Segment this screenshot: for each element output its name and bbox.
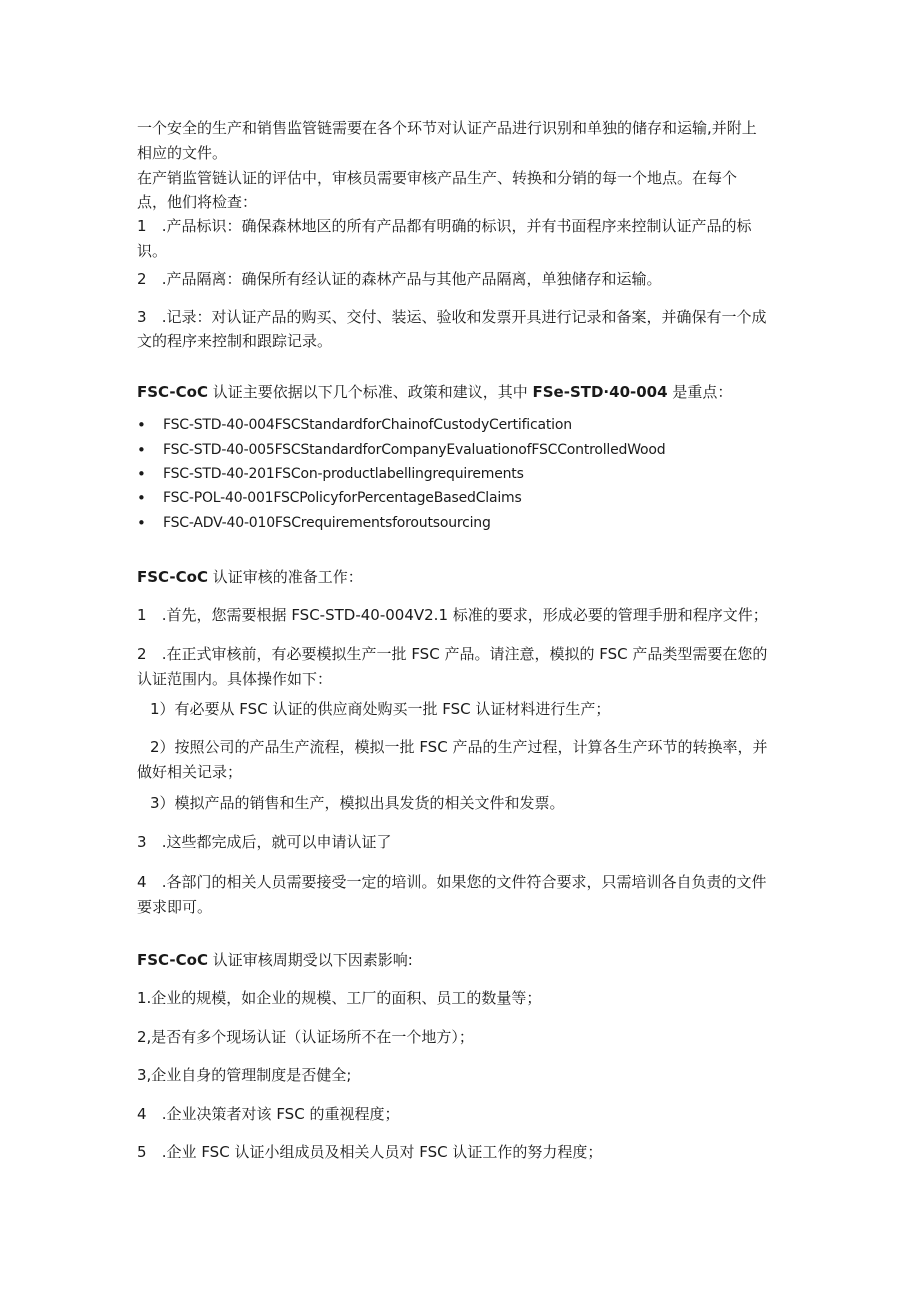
item-text: .企业决策者对该 FSC 的重视程度； [161, 1105, 400, 1123]
factor-item: 3,企业自身的管理制度是否健全; [137, 1066, 352, 1084]
check-item [137, 215, 752, 237]
standards-heading [137, 381, 732, 403]
cycle-heading [137, 949, 413, 971]
prep-step [137, 643, 767, 665]
list-item: FSC-STD-40-004FSCStandardforChainofCustodyCertification [163, 417, 572, 433]
heading-text: 是重点： [667, 383, 733, 401]
prep-step [137, 604, 768, 626]
prep-substep: 1）有必要从 FSC 认证的供应商处购买一批 FSC 认证材料进行生产； [150, 700, 611, 718]
heading-bold: FSC-CoC [137, 568, 208, 586]
prep-heading [137, 566, 363, 588]
item-number: 1 [137, 217, 147, 235]
list-item: FSC-STD-40-201FSCon-productlabellingrequirements [163, 466, 524, 482]
factor-item [137, 1141, 602, 1163]
item-text: .记录：对认证产品的购买、交付、装运、验收和发票开具进行记录和备案，并确保有一个成 [161, 308, 767, 326]
bullet-icon: • [137, 514, 146, 532]
intro-line: 点，他们将检查： [137, 193, 258, 211]
item-number: 2 [137, 645, 147, 663]
item-number: 2 [137, 270, 147, 288]
item-text: .这些都完成后，就可以申请认证了 [161, 833, 392, 851]
item-text: .企业 FSC 认证小组成员及相关人员对 FSC 认证工作的努力程度； [161, 1143, 603, 1161]
heading-bold: FSe-STD·40-004 [532, 383, 668, 401]
heading-text: 认证主要依据以下几个标准、政策和建议，其中 [207, 383, 533, 401]
item-text: .首先，您需要根据 FSC-STD-40-004V2.1 标准的要求，形成必要的管理手册和程序文件； [161, 606, 768, 624]
item-number: 3 [137, 308, 147, 326]
item-number: 3 [137, 833, 147, 851]
item-text: .在正式审核前，有必要模拟生产一批 FSC 产品。请注意，模拟的 FSC 产品类型需要在您的 [161, 645, 768, 663]
item-text: .各部门的相关人员需要接受一定的培训。如果您的文件符合要求，只需培训各自负责的文件 [161, 873, 767, 891]
prep-substep: 2）按照公司的产品生产流程，模拟一批 FSC 产品的生产过程，计算各生产环节的转换率，并 [150, 738, 768, 756]
bullet-icon: • [137, 441, 146, 459]
item-number: 5 [137, 1143, 147, 1161]
prep-step [137, 831, 392, 853]
list-item: FSC-POL-40-001FSCPolicyforPercentageBasedClaims [163, 490, 522, 506]
prep-step-continued: 认证范围内。具体操作如下： [137, 670, 333, 688]
heading-text: 认证审核周期受以下因素影响: [207, 951, 413, 969]
item-number: 4 [137, 1105, 147, 1123]
bullet-icon: • [137, 489, 146, 507]
list-item: FSC-ADV-40-010FSCrequirementsforoutsourcing [163, 515, 491, 531]
heading-text: 认证审核的准备工作： [207, 568, 363, 586]
prep-substep-continued: 做好相关记录； [137, 763, 243, 781]
heading-bold: FSC-CoC [137, 951, 208, 969]
prep-step-continued: 要求即可。 [137, 898, 213, 916]
list-item: FSC-STD-40-005FSCStandardforCompanyEvaluationofFSCControlledWood [163, 442, 666, 458]
intro-line: 相应的文件。 [137, 144, 228, 162]
intro-line: 一个安全的生产和销售监管链需要在各个环节对认证产品进行识别和单独的储存和运输,并附上 [137, 119, 757, 137]
bullet-icon: • [137, 465, 146, 483]
item-text: .产品隔离：确保所有经认证的森林产品与其他产品隔离，单独储存和运输。 [161, 270, 662, 288]
factor-item [137, 1103, 399, 1125]
check-item [137, 268, 662, 290]
check-item-continued: 识。 [137, 242, 168, 260]
factor-item: 2,是否有多个现场认证（认证场所不在一个地方）； [137, 1028, 474, 1046]
item-number: 4 [137, 873, 147, 891]
item-text: .产品标识：确保森林地区的所有产品都有明确的标识，并有书面程序来控制认证产品的标 [161, 217, 752, 235]
intro-line: 在产销监管链认证的评估中，审核员需要审核产品生产、转换和分销的每一个地点。在每个 [137, 169, 738, 187]
check-item-continued: 文的程序来控制和跟踪记录。 [137, 332, 333, 350]
bullet-icon: • [137, 416, 146, 434]
item-number: 1 [137, 606, 147, 624]
prep-substep: 3）模拟产品的销售和生产，模拟出具发货的相关文件和发票。 [150, 794, 565, 812]
prep-step [137, 871, 767, 893]
check-item [137, 306, 767, 328]
heading-bold: FSC-CoC [137, 383, 208, 401]
factor-item: 1.企业的规模，如企业的规模、工厂的面积、员工的数量等； [137, 989, 542, 1007]
